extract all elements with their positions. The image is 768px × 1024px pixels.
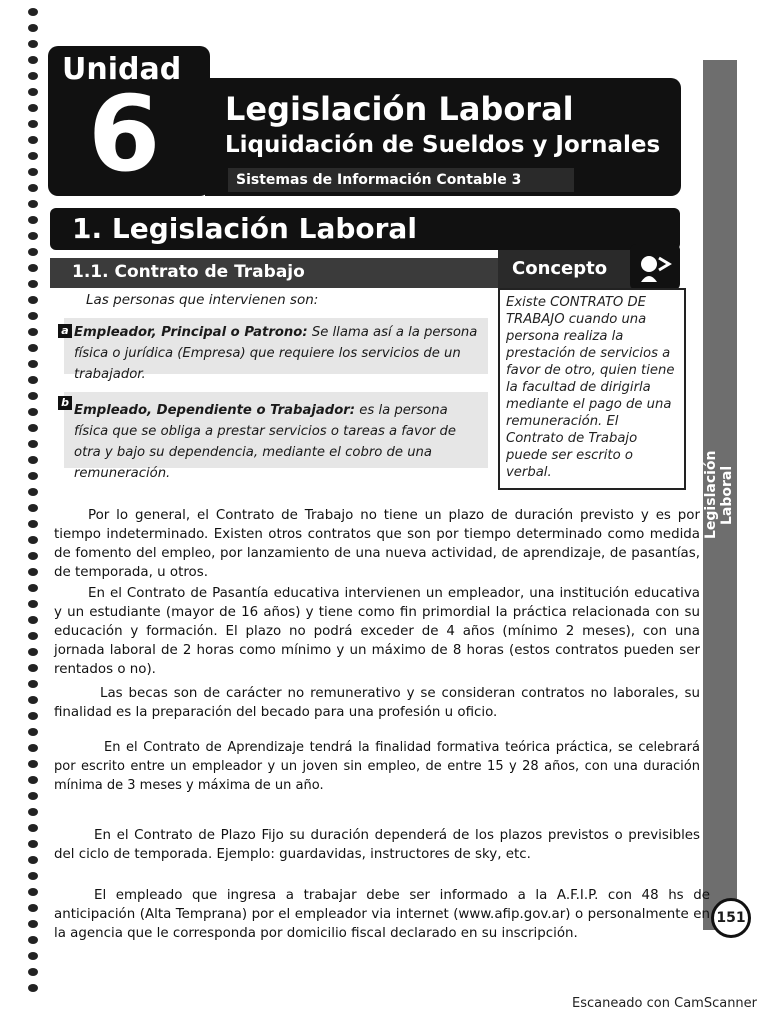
spiral-ring	[28, 8, 38, 16]
spiral-ring	[28, 120, 38, 128]
item-a-term: Empleador, Principal o Patrono:	[74, 325, 308, 340]
concept-heading: Concepto	[498, 250, 647, 288]
unit-label: Unidad	[62, 52, 182, 87]
spiral-ring	[28, 984, 38, 992]
spiral-ring	[28, 872, 38, 880]
spiral-ring	[28, 776, 38, 784]
spiral-ring	[28, 72, 38, 80]
spiral-ring	[28, 952, 38, 960]
subsection-title: 1.1. Contrato de Trabajo	[72, 262, 305, 282]
spiral-ring	[28, 472, 38, 480]
spiral-ring	[28, 88, 38, 96]
spiral-ring	[28, 856, 38, 864]
concept-text: Existe CONTRATO DE TRABAJO cuando una persona realiza la prestación de servicios a favor de otro, quien tiene la facultad de dirigirla mediante el pago de una remuneración. El Contrato de Trabajo puede ser escrito o verbal.	[506, 295, 675, 480]
paragraph-6: El empleado que ingresa a trabajar debe ser informado a la A.F.I.P. con 48 hs de anticipación (Alta Temprana) por el empleador via internet (www.afip.gov.ar) o personalmente en la agencia que le corresponda por domicilio fiscal declarado en su inscripción.	[54, 888, 710, 941]
spiral-ring	[28, 680, 38, 688]
spiral-ring	[28, 24, 38, 32]
spiral-ring	[28, 376, 38, 384]
spiral-ring	[28, 216, 38, 224]
spiral-ring	[28, 632, 38, 640]
spiral-ring	[28, 968, 38, 976]
spiral-ring	[28, 712, 38, 720]
spiral-ring	[28, 200, 38, 208]
spiral-ring	[28, 664, 38, 672]
spiral-ring	[28, 136, 38, 144]
spiral-ring	[28, 360, 38, 368]
spiral-ring	[28, 328, 38, 336]
course-label: Sistemas de Información Contable 3	[228, 168, 574, 192]
spiral-ring	[28, 888, 38, 896]
spiral-ring	[28, 840, 38, 848]
page-title: Legislación Laboral	[225, 90, 574, 128]
spiral-ring	[28, 280, 38, 288]
item-b-term: Empleado, Dependiente o Trabajador:	[74, 403, 356, 418]
spiral-binding	[24, 8, 46, 998]
spiral-ring	[28, 296, 38, 304]
spiral-ring	[28, 920, 38, 928]
paragraph-4: En el Contrato de Aprendizaje tendrá la finalidad formativa teórica práctica, se celebrará por escrito entre un empleador y un joven sin empleo, de entre 15 y 28 años, con una duración mínima de 3 meses y máxima de un año.	[54, 740, 700, 793]
spiral-ring	[28, 232, 38, 240]
spiral-ring	[28, 568, 38, 576]
item-a-letter: a	[58, 324, 72, 338]
spiral-ring	[28, 40, 38, 48]
spiral-ring	[28, 264, 38, 272]
spiral-ring	[28, 520, 38, 528]
sidebar-label: Legislación Laboral	[703, 450, 735, 540]
spiral-ring	[28, 584, 38, 592]
spiral-ring	[28, 184, 38, 192]
spiral-ring	[28, 168, 38, 176]
spiral-ring	[28, 344, 38, 352]
spiral-ring	[28, 152, 38, 160]
paragraph-5: En el Contrato de Plazo Fijo su duración dependerá de los plazos previstos o previsibles del ciclo de temporada. Ejemplo: guardavidas, instructores de sky, etc.	[54, 828, 700, 862]
item-a-text	[74, 322, 482, 385]
spiral-ring	[28, 536, 38, 544]
spiral-ring	[28, 808, 38, 816]
paragraph-2: En el Contrato de Pasantía educativa intervienen un empleador, una institución educativa y un estudiante (mayor de 16 años) y tiene como fin primordial la práctica relacionada con su educación y formación. El plazo no podrá exceder de 4 años (mínimo 2 meses), con una jornada laboral de 2 horas como mínimo y un máximo de 8 horas (estos contratos pueden ser rentados o no).	[54, 586, 700, 677]
spiral-ring	[28, 248, 38, 256]
paragraph-1: Por lo general, el Contrato de Trabajo no tiene un plazo de duración previsto y es por tiempo indeterminado. Existen otros contratos que son por tiempo determinado como medida de fomento del empleo, por lanzamiento de una nueva actividad, de aprendizaje, de pasantías, de temporada, u otros.	[54, 508, 700, 580]
page-subtitle: Liquidación de Sueldos y Jornales	[225, 132, 661, 158]
spiral-ring	[28, 488, 38, 496]
spiral-ring	[28, 616, 38, 624]
spiral-ring	[28, 824, 38, 832]
spiral-ring	[28, 456, 38, 464]
spiral-ring	[28, 104, 38, 112]
logo-icon: ✎	[672, 62, 683, 77]
spiral-ring	[28, 56, 38, 64]
speaker-icon	[630, 244, 680, 290]
parties-intro: Las personas que intervienen son:	[86, 292, 319, 308]
spiral-ring	[28, 392, 38, 400]
unit-box	[48, 46, 210, 196]
spiral-ring	[28, 408, 38, 416]
spiral-ring	[28, 696, 38, 704]
spiral-ring	[28, 760, 38, 768]
spiral-ring	[28, 648, 38, 656]
item-b-letter: b	[58, 396, 72, 410]
item-b-text	[74, 400, 482, 484]
spiral-ring	[28, 744, 38, 752]
spiral-ring	[28, 600, 38, 608]
paragraph-3: Las becas son de carácter no remunerativo y se consideran contratos no laborales, su finalidad es la preparación del becado para una profesión u oficio.	[54, 686, 700, 720]
spiral-ring	[28, 792, 38, 800]
unit-number: 6	[88, 73, 161, 195]
scanner-watermark: Escaneado con CamScanner	[572, 996, 758, 1011]
page-number: 151	[711, 898, 751, 938]
spiral-ring	[28, 552, 38, 560]
spiral-ring	[28, 312, 38, 320]
spiral-ring	[28, 440, 38, 448]
spiral-ring	[28, 904, 38, 912]
spiral-ring	[28, 424, 38, 432]
spiral-ring	[28, 936, 38, 944]
spiral-ring	[28, 504, 38, 512]
section-title: 1. Legislación Laboral	[72, 212, 417, 245]
item-a-desc: Se llama así a la persona física o jurídica (Empresa) que requiere los servicios de un trabajador.	[74, 325, 478, 382]
spiral-ring	[28, 728, 38, 736]
item-b-desc: es la persona física que se obliga a prestar servicios o tareas a favor de otra y bajo su dependencia, mediante el cobro de una remuneración.	[74, 403, 456, 481]
